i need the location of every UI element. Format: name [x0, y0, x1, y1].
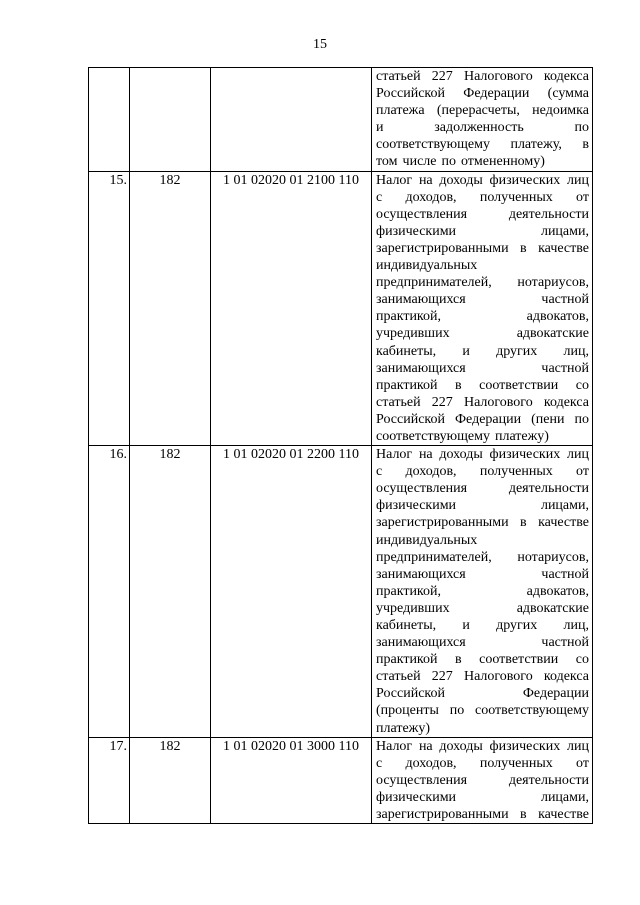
description-cell: [372, 737, 593, 823]
word: (проценты: [376, 703, 439, 719]
description-line: [376, 772, 589, 789]
description-line: [376, 497, 589, 514]
word: адвокатские: [516, 600, 589, 616]
word: со: [575, 652, 589, 668]
description-line: [376, 446, 589, 463]
word: предпринимателей,: [376, 549, 492, 565]
word: по: [441, 154, 456, 170]
word: соответствующему: [475, 703, 589, 719]
description-line: [376, 463, 589, 480]
word: в: [455, 652, 462, 668]
description-line: [376, 189, 589, 206]
word: с: [376, 755, 383, 771]
description-line: [376, 377, 589, 394]
description-line: [376, 738, 589, 755]
description-line: [376, 411, 589, 428]
word: статьей: [376, 669, 421, 685]
word: зарегистрированными: [376, 240, 509, 256]
word: занимающихся: [376, 292, 466, 308]
word: осуществления: [376, 206, 468, 222]
word: частной: [541, 566, 589, 582]
word: (пени: [531, 411, 565, 427]
word: физическими: [376, 789, 457, 805]
admin-code-cell: [130, 68, 211, 172]
word: других: [496, 343, 538, 359]
word: практикой: [376, 377, 438, 393]
description-line: [376, 102, 589, 119]
word: Налог: [376, 172, 413, 188]
word: Налог: [376, 738, 413, 754]
description-line: [376, 223, 589, 240]
word: платежа: [376, 103, 425, 119]
word: полученных: [479, 755, 553, 771]
word: в: [582, 137, 589, 153]
word: статьей: [376, 394, 421, 410]
description-line: [376, 806, 589, 823]
word: кабинеты,: [376, 618, 437, 633]
word: в: [520, 807, 527, 823]
word: соответствии: [479, 377, 559, 393]
description-line: [376, 514, 589, 531]
word: от: [576, 755, 589, 771]
word: кодекса: [543, 394, 589, 410]
word: Федерации: [463, 86, 530, 102]
kbk-table-body: [89, 68, 593, 824]
word: практикой,: [376, 583, 442, 599]
word: частной: [541, 292, 589, 308]
description-line: [376, 532, 589, 549]
description-line: [376, 617, 589, 634]
word: лицами,: [540, 789, 589, 805]
description-line: [376, 634, 589, 651]
word: на: [418, 738, 433, 754]
description-line: [376, 651, 589, 668]
description-line: [376, 343, 589, 360]
word: индивидуальных: [376, 258, 478, 274]
word: по: [449, 703, 465, 719]
word: по: [574, 411, 589, 427]
word: Налог: [376, 447, 413, 463]
description-line: [376, 172, 589, 189]
table-row: [89, 446, 593, 738]
word: практикой,: [376, 309, 442, 325]
word: лиц: [566, 738, 589, 754]
word: Налогового: [463, 69, 533, 84]
word: в: [520, 515, 527, 531]
word: и: [376, 120, 384, 136]
description-line: [376, 583, 589, 600]
word: лицами,: [540, 498, 589, 514]
word: недоимка: [532, 103, 589, 119]
description-line: [376, 325, 589, 342]
description-cell: [372, 171, 593, 446]
word: соответствии: [479, 652, 559, 668]
word: частной: [541, 635, 589, 651]
row-number-cell: 17.: [89, 737, 130, 823]
word: Российской: [376, 686, 445, 702]
description-line: [376, 136, 589, 153]
description-line: [376, 291, 589, 308]
word: в: [520, 240, 527, 256]
word: частной: [541, 360, 589, 376]
word: индивидуальных: [376, 532, 478, 548]
description-line: [376, 566, 589, 583]
word: от: [576, 464, 589, 480]
word: полученных: [479, 189, 553, 205]
description-line: [376, 274, 589, 291]
word: платежу): [494, 428, 549, 444]
word: адвокатов,: [526, 309, 589, 325]
word: Налогового: [463, 394, 533, 410]
word: качестве: [538, 515, 589, 531]
kbk-code-cell: 1 01 02020 01 2100 110: [211, 171, 372, 446]
description-line: [376, 68, 589, 85]
word: лиц,: [563, 343, 589, 359]
word: занимающихся: [376, 566, 466, 582]
word: доходы: [439, 738, 483, 754]
admin-code-cell: 182: [130, 737, 211, 823]
word: занимающихся: [376, 360, 466, 376]
word: на: [418, 172, 433, 188]
description-line: [376, 702, 589, 719]
word: Налогового: [463, 669, 533, 685]
word: доходов,: [405, 189, 457, 205]
description-line: [376, 85, 589, 102]
description-line: [376, 600, 589, 617]
word: адвокатов,: [526, 583, 589, 599]
word: по: [574, 120, 589, 136]
word: занимающихся: [376, 635, 466, 651]
word: осуществления: [376, 772, 468, 788]
word: учредивших: [376, 600, 450, 616]
description-line: [376, 668, 589, 685]
word: 227: [431, 69, 453, 84]
description-line: [376, 206, 589, 223]
description-line: [376, 153, 589, 170]
word: 227: [431, 669, 453, 685]
word: лицами,: [540, 223, 589, 239]
word: практикой: [376, 652, 438, 668]
word: доходы: [439, 172, 483, 188]
kbk-table: [88, 67, 593, 824]
word: кодекса: [543, 669, 589, 685]
word: платежу,: [510, 137, 562, 153]
description-cell: [372, 446, 593, 738]
word: зарегистрированными: [376, 807, 509, 823]
word: с: [376, 464, 383, 480]
word: физическими: [376, 223, 457, 239]
word: соответствующему: [376, 428, 490, 444]
word: деятельности: [508, 481, 589, 497]
admin-code-cell: 182: [130, 171, 211, 446]
admin-code-cell: 182: [130, 446, 211, 738]
description-line: [376, 549, 589, 566]
word: кабинеты,: [376, 343, 437, 359]
word: соответствующему: [376, 137, 490, 153]
word: том: [376, 154, 398, 170]
word: кодекса: [543, 69, 589, 84]
word: адвокатские: [516, 326, 589, 342]
word: полученных: [479, 464, 553, 480]
table-row: [89, 68, 593, 172]
description-line: [376, 360, 589, 377]
word: осуществления: [376, 481, 468, 497]
description-line: [376, 789, 589, 806]
word: от: [576, 189, 589, 205]
page-number: 15: [313, 37, 327, 52]
description-line: [376, 257, 589, 274]
word: учредивших: [376, 326, 450, 342]
word: (сумма: [547, 86, 589, 102]
word: и: [462, 618, 470, 633]
word: лиц: [566, 447, 589, 463]
description-line: [376, 394, 589, 411]
word: Федерации: [455, 411, 522, 427]
word: со: [575, 377, 589, 393]
word: (перерасчеты,: [436, 103, 520, 119]
word: на: [418, 447, 433, 463]
word: платежу): [376, 720, 430, 736]
description-line: [376, 240, 589, 257]
word: физических: [489, 447, 561, 463]
word: других: [496, 618, 538, 633]
word: доходы: [439, 447, 483, 463]
word: статьей: [376, 69, 421, 84]
word: доходов,: [405, 464, 457, 480]
word: физическими: [376, 498, 457, 514]
word: физических: [489, 738, 561, 754]
kbk-code-cell: 1 01 02020 01 3000 110: [211, 737, 372, 823]
description-line: [376, 755, 589, 772]
word: зарегистрированными: [376, 515, 509, 531]
word: Федерации: [522, 686, 589, 702]
word: 227: [431, 394, 453, 410]
word: деятельности: [508, 206, 589, 222]
description-line: [376, 480, 589, 497]
description-line: [376, 685, 589, 702]
word: нотариусов,: [517, 275, 589, 291]
table-row: [89, 737, 593, 823]
word: качестве: [538, 240, 589, 256]
kbk-code-cell: 1 01 02020 01 2200 110: [211, 446, 372, 738]
description-cell: [372, 68, 593, 172]
word: Российской: [376, 86, 445, 102]
word: лиц: [566, 172, 589, 188]
word: физических: [489, 172, 561, 188]
row-number-cell: [89, 68, 130, 172]
word: задолженность: [434, 120, 524, 136]
word: с: [376, 189, 383, 205]
description-line: [376, 428, 589, 445]
word: отмененному): [460, 154, 545, 170]
word: в: [455, 377, 462, 393]
description-line: [376, 119, 589, 136]
row-number-cell: 16.: [89, 446, 130, 738]
word: нотариусов,: [517, 549, 589, 565]
kbk-code-cell: [211, 68, 372, 172]
word: предпринимателей,: [376, 275, 492, 291]
word: деятельности: [508, 772, 589, 788]
description-line: [376, 308, 589, 325]
word: числе: [402, 154, 437, 170]
table-row: [89, 171, 593, 446]
word: качестве: [538, 807, 589, 823]
row-number-cell: 15.: [89, 171, 130, 446]
word: доходов,: [405, 755, 457, 771]
description-line: [376, 720, 589, 737]
word: лиц,: [563, 618, 589, 633]
word: Российской: [376, 411, 445, 427]
word: и: [462, 343, 470, 359]
